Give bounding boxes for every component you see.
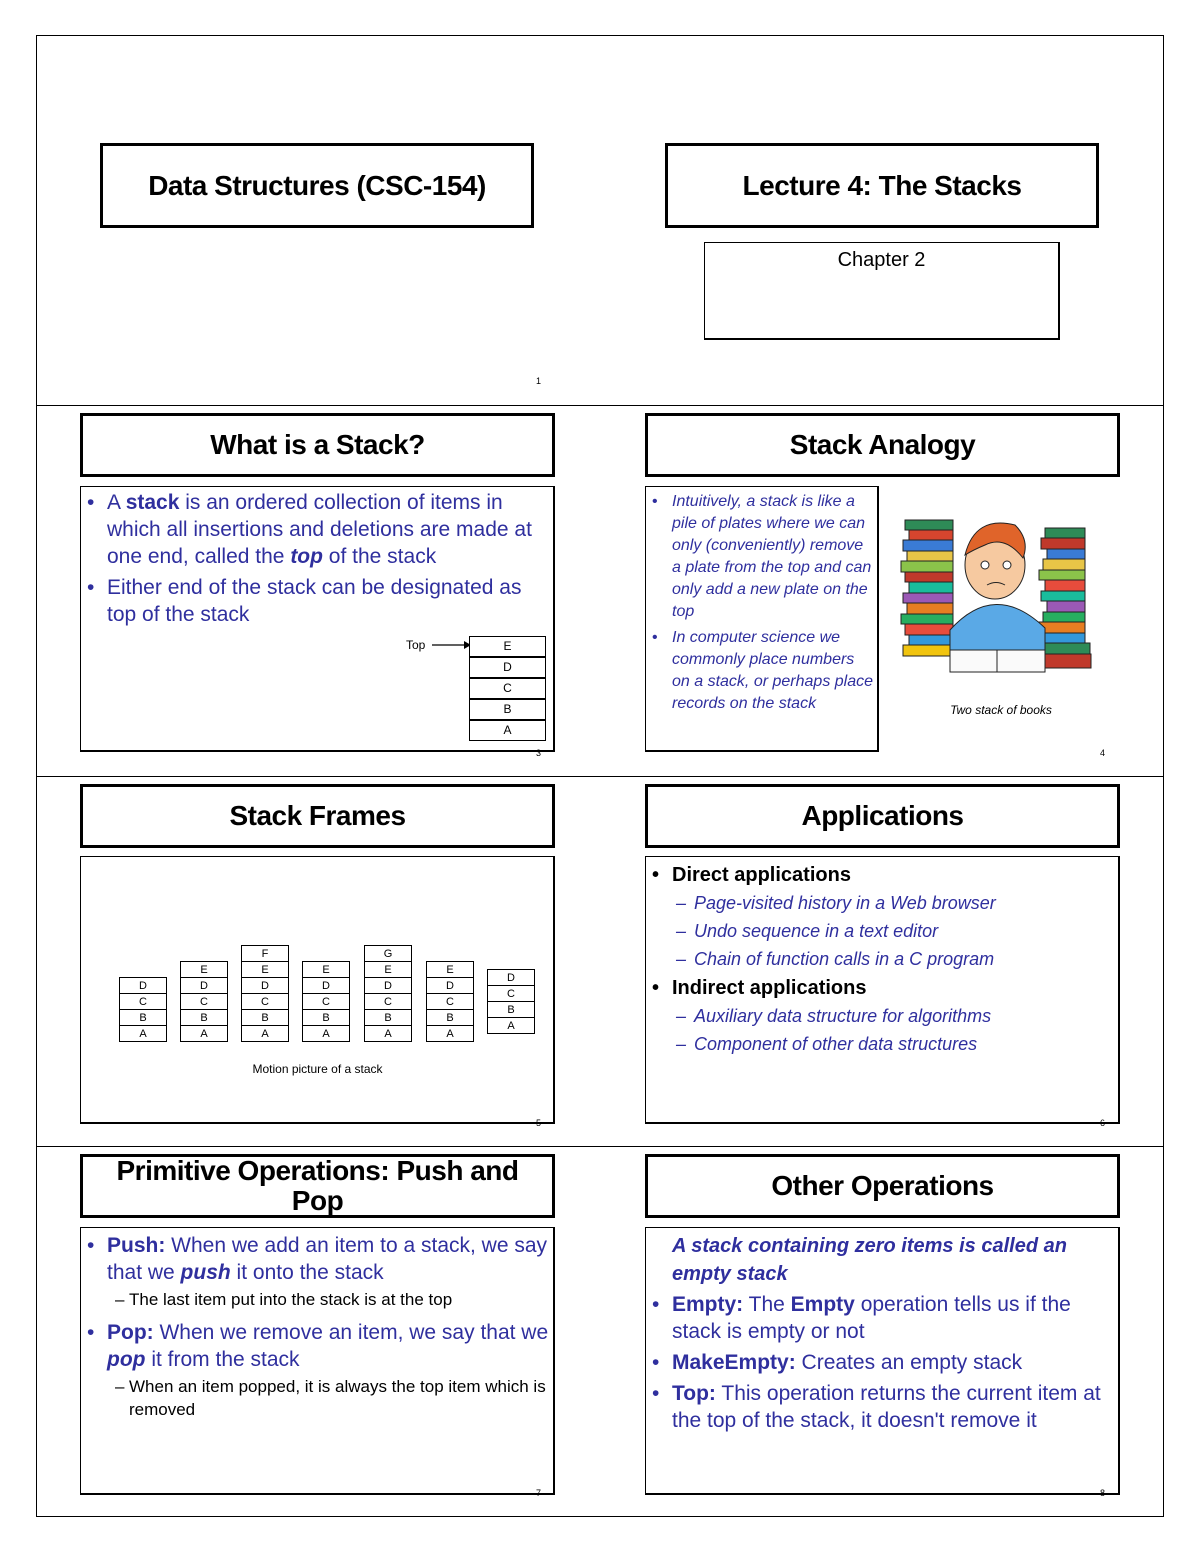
frame-cell: E bbox=[364, 961, 412, 978]
keyword-makeempty: MakeEmpty: bbox=[672, 1351, 796, 1374]
sub-bullet-pop: – When an item popped, it is always the top item which is removed bbox=[81, 1375, 553, 1421]
stack-cell: C bbox=[469, 678, 546, 699]
frame-cell: C bbox=[302, 993, 350, 1010]
slide-content bbox=[645, 1227, 1120, 1495]
text: is an ordered collection of items in which all insertions and deletions are made at one end, called the bbox=[107, 491, 532, 568]
stack-cell: E bbox=[469, 636, 546, 657]
frame-cell: D bbox=[487, 969, 535, 986]
text: Creates an empty stack bbox=[795, 1351, 1023, 1374]
frame-cell: D bbox=[180, 977, 228, 994]
lecture-title-box bbox=[665, 143, 1099, 228]
keyword-top: Top: bbox=[672, 1382, 716, 1405]
frame-cell: D bbox=[426, 977, 474, 994]
text: A bbox=[107, 491, 126, 514]
frame-cell: A bbox=[119, 1025, 167, 1042]
keyword-push: Push: bbox=[107, 1234, 166, 1257]
slide-title-box bbox=[80, 784, 555, 848]
bullet-stack-definition bbox=[81, 489, 553, 570]
frame-cell: E bbox=[426, 961, 474, 978]
frame-cell: C bbox=[487, 985, 535, 1002]
frame-cell: B bbox=[487, 1001, 535, 1018]
keyword-push-word: push bbox=[180, 1261, 231, 1284]
frame-cell: C bbox=[119, 993, 167, 1010]
text: This operation returns the current item at the top of the stack, it doesn't remove it bbox=[672, 1382, 1101, 1432]
frame-cell: A bbox=[241, 1025, 289, 1042]
keyword-empty-word: Empty bbox=[790, 1293, 855, 1316]
heading-indirect-applications: • Indirect applications bbox=[646, 975, 1118, 1002]
list-item: – Page-visited history in a Web browser bbox=[646, 889, 1118, 917]
frame-cell: C bbox=[241, 993, 289, 1010]
frame-cell: D bbox=[241, 977, 289, 994]
frame-cell: B bbox=[241, 1009, 289, 1026]
frame-cell: A bbox=[180, 1025, 228, 1042]
slide-title: Applications bbox=[801, 800, 964, 831]
top-arrow-icon bbox=[432, 638, 472, 652]
bullet-top bbox=[646, 1380, 1118, 1434]
top-label: Top bbox=[406, 638, 426, 652]
lecture-title: Lecture 4: The Stacks bbox=[742, 169, 1022, 201]
frame-cell: E bbox=[302, 961, 350, 978]
frame-cell: E bbox=[241, 961, 289, 978]
text: it onto the stack bbox=[230, 1261, 384, 1284]
frame-cell: B bbox=[119, 1009, 167, 1026]
slide-number: 3 bbox=[536, 748, 542, 758]
bullet-push bbox=[81, 1232, 553, 1286]
frame-cell: B bbox=[302, 1009, 350, 1026]
frame-cell: G bbox=[364, 945, 412, 962]
frame-cell: A bbox=[426, 1025, 474, 1042]
row-divider bbox=[36, 405, 1164, 406]
slide-number: 5 bbox=[536, 1118, 542, 1128]
slide-title-box bbox=[645, 413, 1120, 477]
frame-cell: C bbox=[180, 993, 228, 1010]
frame-cell: C bbox=[364, 993, 412, 1010]
list-item: – Undo sequence in a text editor bbox=[646, 917, 1118, 945]
empty-stack-definition: A stack containing zero items is called an empty stack bbox=[672, 1235, 1067, 1285]
frame-cell: D bbox=[364, 977, 412, 994]
slide-title: Stack Frames bbox=[229, 800, 406, 831]
course-title: Data Structures (CSC-154) bbox=[148, 169, 486, 201]
heading-direct-applications: • Direct applications bbox=[646, 862, 1118, 889]
slide-title-box bbox=[80, 413, 555, 477]
subtitle: Chapter 2 bbox=[837, 249, 926, 271]
bullet-makeempty bbox=[646, 1349, 1118, 1376]
slide-title-box bbox=[645, 784, 1120, 848]
keyword-pop-word: pop bbox=[107, 1348, 146, 1371]
text: When we remove an item, we say that we bbox=[153, 1321, 549, 1344]
frame-cell: D bbox=[302, 977, 350, 994]
bullet-empty bbox=[646, 1291, 1118, 1345]
frame-cell: B bbox=[364, 1009, 412, 1026]
list-item: – Chain of function calls in a C program bbox=[646, 945, 1118, 973]
frame-cell: A bbox=[487, 1017, 535, 1034]
slide-number: 8 bbox=[1100, 1488, 1106, 1498]
sub-bullet-push: – The last item put into the stack is at the top bbox=[81, 1288, 553, 1311]
row-divider bbox=[36, 1146, 1164, 1147]
stack-of-books-illustration bbox=[895, 510, 1095, 685]
illustration-caption: Two stack of books bbox=[950, 703, 1052, 717]
slide-number: 7 bbox=[536, 1488, 542, 1498]
stack-cell: A bbox=[469, 720, 546, 741]
frame-cell: B bbox=[426, 1009, 474, 1026]
slide-number: 6 bbox=[1100, 1118, 1106, 1128]
slide-title: Stack Analogy bbox=[789, 429, 976, 460]
slide-title: Primitive Operations: Push and Pop bbox=[116, 1155, 519, 1216]
keyword-top: top bbox=[290, 545, 323, 568]
bullet-either-end: • Either end of the stack can be designated as top of the stack bbox=[81, 574, 553, 628]
keyword-empty: Empty: bbox=[672, 1293, 744, 1316]
text: When we add an item to a stack, we say that we bbox=[107, 1234, 548, 1284]
course-title-box bbox=[100, 143, 534, 228]
frame-cell: D bbox=[119, 977, 167, 994]
text: operation tells us if the stack is empty or not bbox=[672, 1293, 1071, 1343]
slide-number: 4 bbox=[1100, 748, 1106, 758]
frames-caption: Motion picture of a stack bbox=[252, 1062, 383, 1076]
slide-content bbox=[80, 1227, 555, 1495]
frame-cell: B bbox=[180, 1009, 228, 1026]
stack-cell: D bbox=[469, 657, 546, 678]
list-item: – Auxiliary data structure for algorithms bbox=[646, 1002, 1118, 1030]
subtitle-box bbox=[704, 242, 1060, 340]
bullet-computer-science: • In computer science we commonly place numbers on a stack, or perhaps place records on the stack bbox=[646, 627, 875, 715]
text: The bbox=[743, 1293, 791, 1316]
frame-cell: E bbox=[180, 961, 228, 978]
slide-content bbox=[645, 856, 1120, 1124]
frame-cell: A bbox=[364, 1025, 412, 1042]
bullet-pop bbox=[81, 1319, 553, 1373]
list-item: – Component of other data structures bbox=[646, 1030, 1118, 1058]
frame-cell: F bbox=[241, 945, 289, 962]
text: it from the stack bbox=[145, 1348, 300, 1371]
frame-cell: A bbox=[302, 1025, 350, 1042]
slide-content bbox=[645, 486, 879, 752]
row-divider bbox=[36, 776, 1164, 777]
slide-title: What is a Stack? bbox=[210, 429, 425, 460]
slide-title-box bbox=[645, 1154, 1120, 1218]
bullet-plates: • Intuitively, a stack is like a pile of plates where we can only (conveniently) remove a plate from the top and can only add a new plate on the top bbox=[646, 491, 875, 623]
keyword-pop: Pop: bbox=[107, 1321, 154, 1344]
keyword-stack: stack bbox=[125, 491, 180, 514]
stack-cell: B bbox=[469, 699, 546, 720]
text: of the stack bbox=[322, 545, 437, 568]
slide-title-box bbox=[80, 1154, 555, 1218]
slide-number: 1 bbox=[536, 376, 542, 386]
slide-title: Other Operations bbox=[771, 1170, 994, 1201]
frame-cell: C bbox=[426, 993, 474, 1010]
